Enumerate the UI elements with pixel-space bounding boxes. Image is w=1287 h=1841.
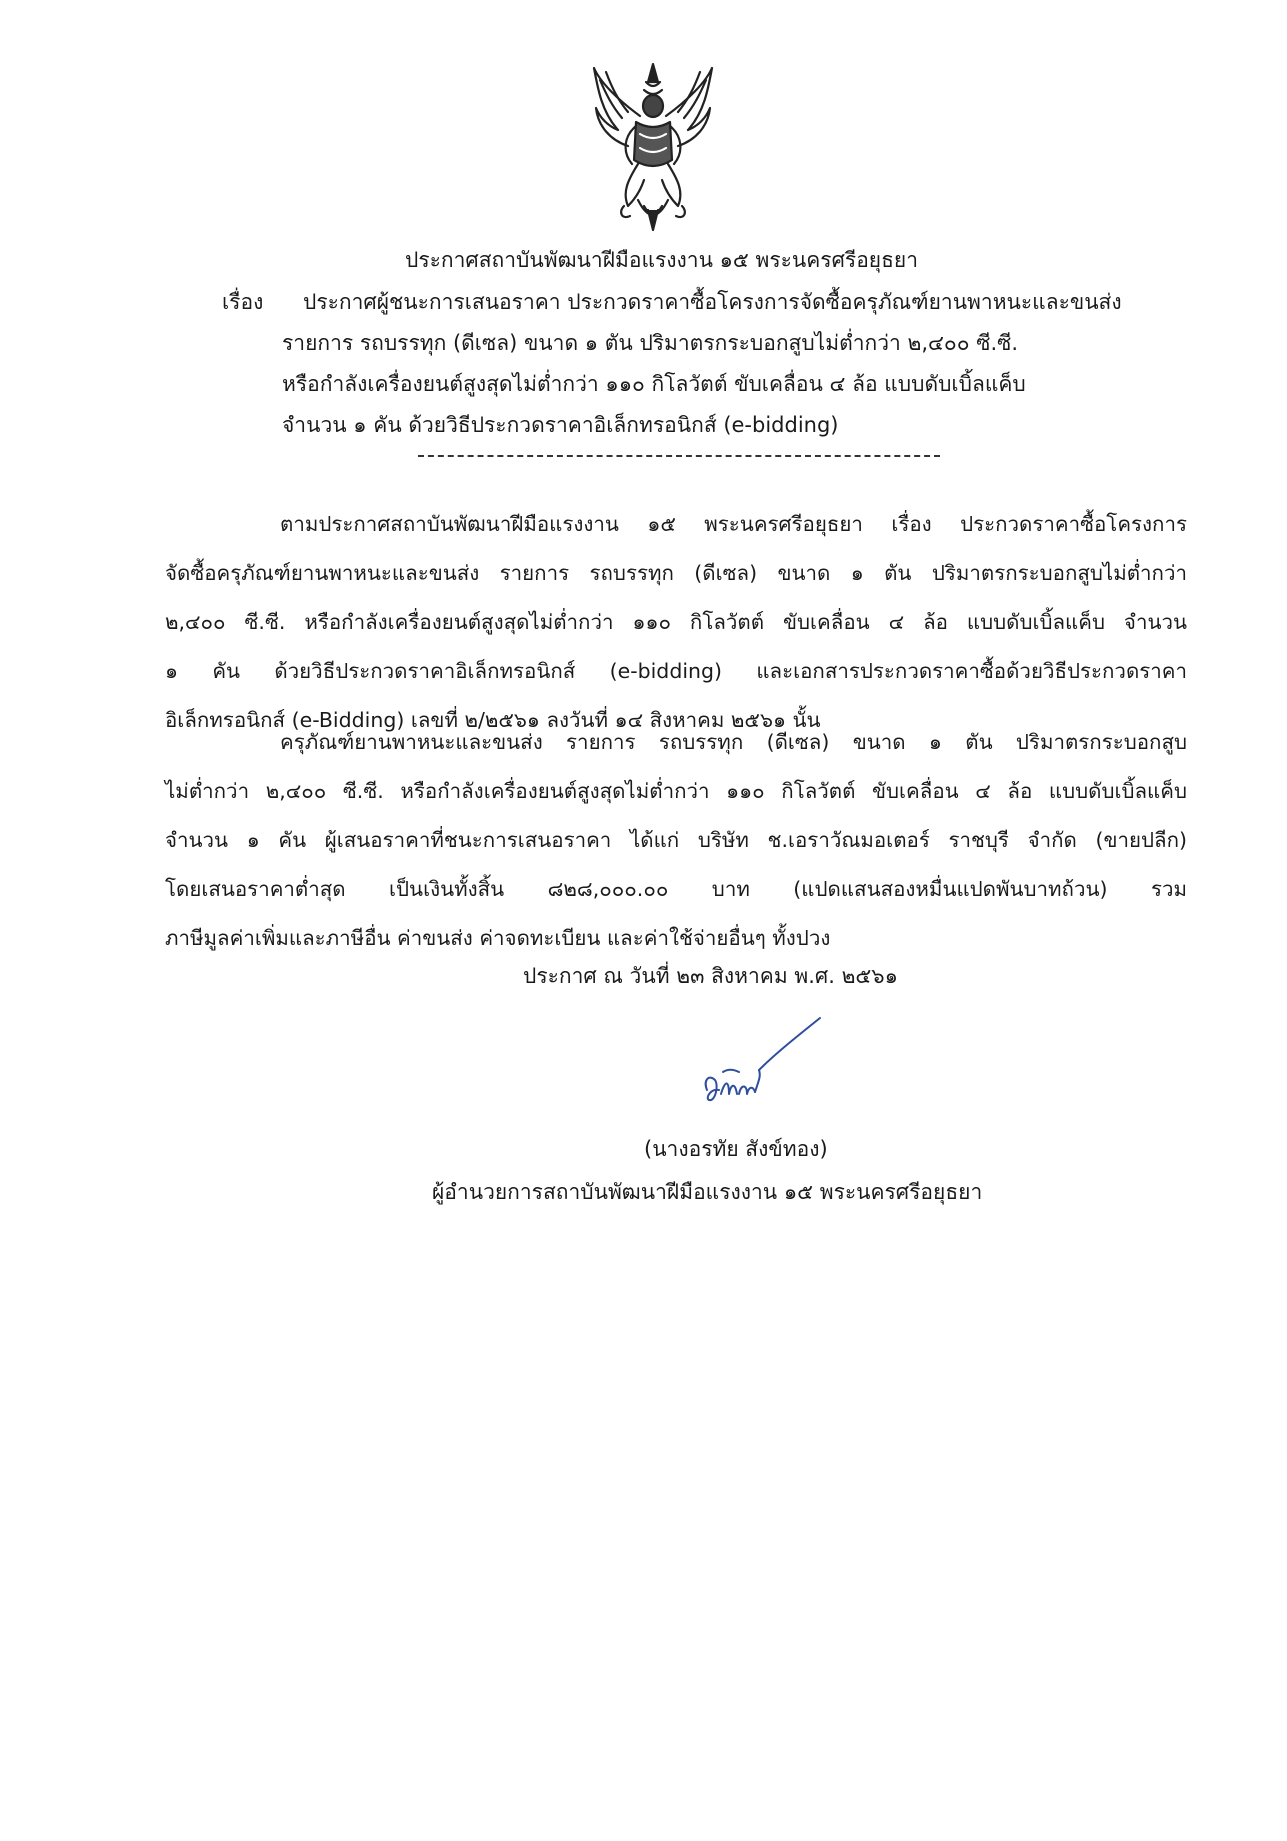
body-paragraph-2 <box>165 718 1187 963</box>
paragraph-line: จัดซื้อครุภัณฑ์ยานพาหนะและขนส่ง รายการ รถบรรทุก (ดีเซล) ขนาด ๑ ตัน ปริมาตรกระบอกสูบไม่ต่ำกว่า <box>165 561 1187 585</box>
handwritten-signature <box>695 1010 835 1120</box>
paragraph-line: ครุภัณฑ์ยานพาหนะและขนส่ง รายการ รถบรรทุก (ดีเซล) ขนาด ๑ ตัน ปริมาตรกระบอกสูบ <box>280 730 1187 754</box>
subject-line: รายการ รถบรรทุก (ดีเซล) ขนาด ๑ ตัน ปริมาตรกระบอกสูบไม่ต่ำกว่า ๒,๔๐๐ ซี.ซี. <box>282 331 1019 355</box>
subject-label: เรื่อง <box>222 290 264 314</box>
body-paragraph-1 <box>165 500 1187 745</box>
paragraph-line: ไม่ต่ำกว่า ๒,๔๐๐ ซี.ซี. หรือกำลังเครื่องยนต์สูงสุดไม่ต่ำกว่า ๑๑๐ กิโลวัตต์ ขับเคลื่อน ๔ ล้อ แบบดับเบิ้ลแค็บ <box>165 779 1187 803</box>
signer-name: (นางอรทัย สังข์ทอง) <box>644 1137 828 1161</box>
announcement-date: ประกาศ ณ วันที่ ๒๓ สิงหาคม พ.ศ. ๒๕๖๑ <box>523 964 898 988</box>
paragraph-line: ๑ คัน ด้วยวิธีประกวดราคาอิเล็กทรอนิกส์ (e-bidding) และเอกสารประกวดราคาซื้อด้วยวิธีประกวดราคา <box>165 659 1187 683</box>
subject-line: ประกาศผู้ชนะการเสนอราคา ประกวดราคาซื้อโครงการจัดซื้อครุภัณฑ์ยานพาหนะและขนส่ง <box>303 290 1122 314</box>
garuda-emblem-icon <box>588 60 718 235</box>
paragraph-line: ๒,๔๐๐ ซี.ซี. หรือกำลังเครื่องยนต์สูงสุดไม่ต่ำกว่า ๑๑๐ กิโลวัตต์ ขับเคลื่อน ๔ ล้อ แบบดับเบิ้ลแค็บ จำนวน <box>165 610 1187 634</box>
paragraph-line: โดยเสนอราคาต่ำสุด เป็นเงินทั้งสิ้น ๘๒๘,๐๐๐.๐๐ บาท (แปดแสนสองหมื่นแปดพันบาทถ้วน) รวม <box>165 877 1187 901</box>
paragraph-line: ตามประกาศสถาบันพัฒนาฝีมือแรงงาน ๑๕ พระนครศรีอยุธยา เรื่อง ประกวดราคาซื้อโครงการ <box>280 512 1187 536</box>
announcement-title: ประกาศสถาบันพัฒนาฝีมือแรงงาน ๑๕ พระนครศรีอยุธยา <box>405 248 919 272</box>
subject-line: หรือกำลังเครื่องยนต์สูงสุดไม่ต่ำกว่า ๑๑๐ กิโลวัตต์ ขับเคลื่อน ๔ ล้อ แบบดับเบิ้ลแค็บ <box>282 372 1026 396</box>
signer-position: ผู้อำนวยการสถาบันพัฒนาฝีมือแรงงาน ๑๕ พระนครศรีอยุธยา <box>432 1180 983 1204</box>
header-divider <box>418 455 940 457</box>
paragraph-line: ภาษีมูลค่าเพิ่มและภาษีอื่น ค่าขนส่ง ค่าจดทะเบียน และค่าใช้จ่ายอื่นๆ ทั้งปวง <box>165 926 831 950</box>
subject-line: จำนวน ๑ คัน ด้วยวิธีประกวดราคาอิเล็กทรอนิกส์ (e-bidding) <box>282 413 839 437</box>
paragraph-line: จำนวน ๑ คัน ผู้เสนอราคาที่ชนะการเสนอราคา ได้แก่ บริษัท ช.เอราวัณมอเตอร์ ราชบุรี จำกัด (ขายปลีก) <box>165 828 1187 852</box>
paragraph-line: อิเล็กทรอนิกส์ (e-Bidding) เลขที่ ๒/๒๕๖๑ ลงวันที่ ๑๔ สิงหาคม ๒๕๖๑ นั้น <box>165 708 821 732</box>
